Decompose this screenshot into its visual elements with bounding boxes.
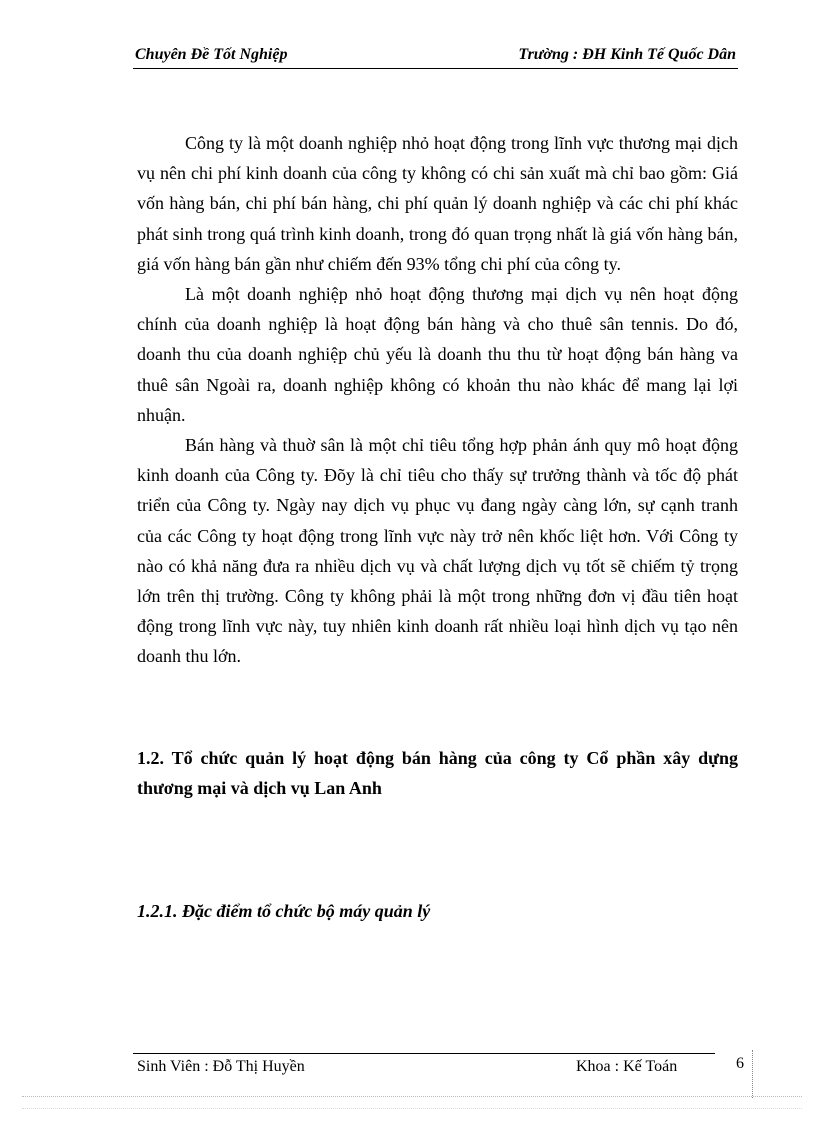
paragraph-costs: Công ty là một doanh nghiệp nhỏ hoạt động trong lĩnh vực thương mại dịch vụ nên chi phí kinh doanh của công ty không có chi sản xuất mà chỉ bao gồm: Giá vốn hàng bán, chi phí bán hàng, chi phí quản lý doanh nghiệp và các chi phí khác phát sinh trong quá trình kinh doanh, trong đó quan trọng nhất là giá vốn hàng bán, giá vốn hàng bán gần như chiếm đến 93% tổng chi phí của công ty. <box>137 133 738 274</box>
footer-faculty: Khoa : Kế Toán <box>576 1058 678 1075</box>
body-text <box>137 128 738 672</box>
page-frame-bottom <box>22 1096 802 1097</box>
section-heading: 1.2. Tổ chức quản lý hoạt động bán hàng của công ty Cổ phần xây dựng thương mại và dịch vụ Lan Anh <box>137 748 738 798</box>
page-header <box>133 44 738 69</box>
subsection-heading: 1.2.1. Đặc điểm tổ chức bộ máy quản lý <box>137 901 431 921</box>
paragraph-revenue: Là một doanh nghiệp nhỏ hoạt động thương mại dịch vụ nên hoạt động chính của doanh nghiệp là hoạt động bán hàng và cho thuê sân tennis. Do đó, doanh thu của doanh nghiệp chủ yếu là doanh thu thu từ hoạt động bán hàng va thuê sân Ngoài ra, doanh nghiệp không có khoản thu nào khác để mang lại lợi nhuận. <box>137 284 738 425</box>
page-frame-bottom-outer <box>22 1108 802 1109</box>
page-frame-edge <box>752 1050 753 1098</box>
footer-divider <box>133 1053 715 1054</box>
paragraph-sales: Bán hàng và thuờ sân là một chỉ tiêu tổng hợp phản ánh quy mô hoạt động kinh doanh của Công ty. Đõy là chỉ tiêu cho thấy sự trưởng thành và tốc độ phát triển của Công ty. Ngày nay dịch vụ phục vụ đang ngày càng lớn, sự cạnh tranh của các Công ty hoạt động trong lĩnh vực này trở nên khốc liệt hơn. Với Công ty nào có khả năng đưa ra nhiều dịch vụ và chất lượng dịch vụ tốt sẽ chiếm tỷ trọng lớn trên thị trường. Công ty không phải là một trong những đơn vị đầu tiên hoạt động trong lĩnh vực này, tuy nhiên kinh doanh rất nhiều loại hình dịch vụ tạo nên doanh thu lớn. <box>137 435 738 667</box>
footer-student-name: Sinh Viên : Đỗ Thị Huyền <box>137 1058 305 1075</box>
page-number: 6 <box>736 1055 744 1072</box>
header-report-title: Chuyên Đề Tốt Nghiệp <box>135 46 288 63</box>
header-university: Trường : ĐH Kinh Tế Quốc Dân <box>518 46 736 63</box>
